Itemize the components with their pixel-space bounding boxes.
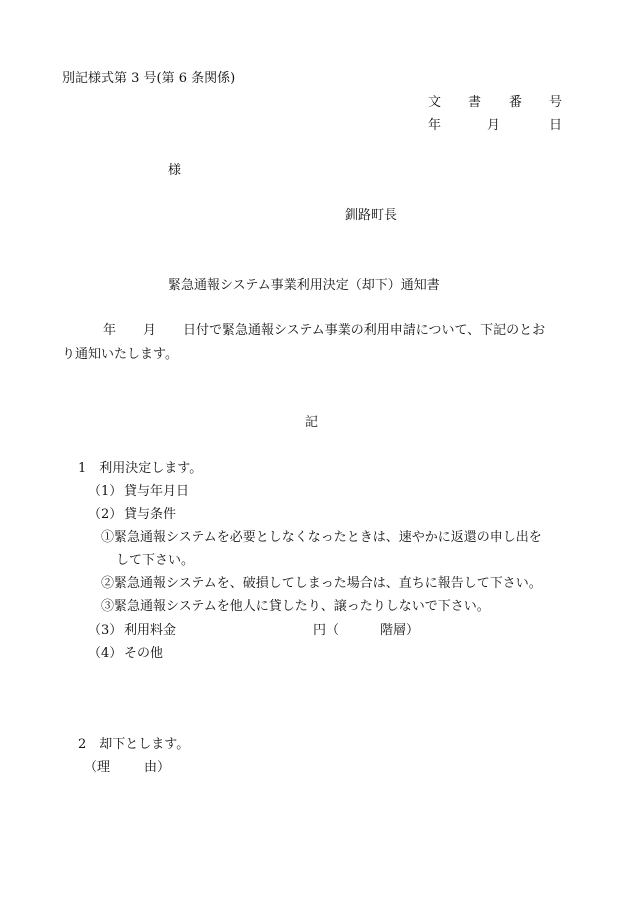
intro-year: 年 [103,323,117,338]
item-3-text: 利用料金 [124,623,177,638]
form-label: 別記様式第 3 号(第 6 条関係) [62,71,236,86]
date-month: 月 [487,118,501,133]
item-2-text: 貸与条件 [124,507,177,522]
item-2-number: （2） [88,507,123,522]
intro-text: 日付で緊急通報システム事業の利用申請について、下記のとお [183,323,546,338]
issuer: 釧路町長 [345,208,398,223]
item-1-text: 貸与年月日 [124,484,190,499]
item-4-number: （4） [88,646,123,661]
item-3-number: （3） [88,623,123,638]
section-2-heading: 2 却下とします。 [78,737,190,752]
document-title: 緊急通報システム事業利用決定（却下）通知書 [168,278,440,293]
condition-1: ①緊急通報システムを必要としなくなったときは、速やかに返還の申し出を [101,530,542,545]
date-day: 日 [549,118,563,133]
item-4-text: その他 [124,646,164,661]
item-1-number: （1） [88,484,123,499]
date-year: 年 [428,118,442,133]
ki-heading: 記 [305,415,319,430]
doc-number-char: 書 [468,95,482,110]
reason-close: 由） [144,760,171,775]
doc-number-char: 番 [509,95,523,110]
condition-1-continued: して下さい。 [116,553,195,568]
reason-open: （理 [84,760,111,775]
condition-3: ③緊急通報システムを他人に貸したり、譲ったりしないで下さい。 [101,599,490,614]
intro-text-line2: り通知いたします。 [62,347,178,362]
fee-floor: 階層） [380,623,420,638]
section-1-heading: 1 利用決定します。 [78,461,203,476]
condition-2: ②緊急通報システムを、破損してしまった場合は、直ちに報告して下さい。 [101,576,542,591]
doc-number-char: 号 [549,95,563,110]
fee-yen: 円（ [313,623,340,638]
doc-number-char: 文 [428,95,442,110]
addressee-suffix: 様 [168,163,182,178]
intro-month: 月 [143,323,157,338]
